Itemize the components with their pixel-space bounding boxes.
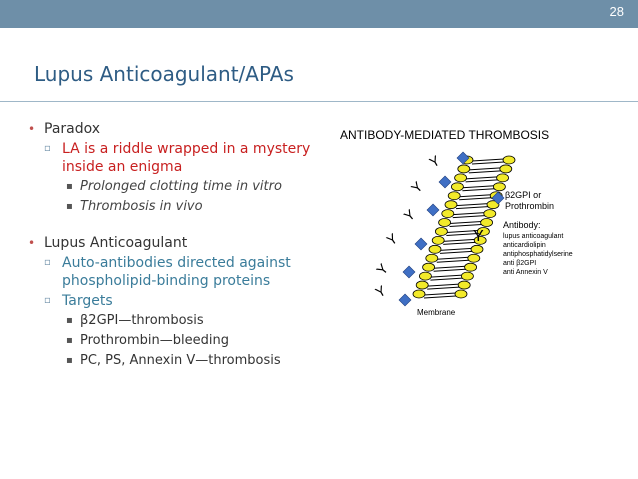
lipid-tail bbox=[440, 251, 472, 253]
lipid-head bbox=[484, 210, 496, 218]
square-bullet-icon: ▫ bbox=[44, 143, 51, 154]
lipid-tail bbox=[453, 213, 485, 215]
lipid-head bbox=[435, 227, 447, 235]
lipid-tail bbox=[462, 186, 494, 188]
antibody-legend-list: lupus anticoagulant anticardiolipin antiphosphatidylserine anti β2GPI anti Annexin V bbox=[503, 233, 573, 276]
lipid-tail bbox=[450, 225, 482, 227]
lipid-tail bbox=[424, 293, 456, 295]
bullet-b2gpi: ▪ β2GPI—thrombosis bbox=[66, 313, 204, 328]
bullet-pc-ps-annexin: ▪ PC, PS, Annexin V—thrombosis bbox=[66, 353, 281, 368]
slide-number: 28 bbox=[609, 4, 624, 19]
lipid-tail bbox=[466, 180, 498, 182]
lipid-head bbox=[432, 236, 444, 244]
lipid-head bbox=[426, 254, 438, 262]
protein-diamond bbox=[427, 204, 439, 216]
small-bullet-icon: ▪ bbox=[66, 335, 73, 346]
antibody-y-icon: Y bbox=[426, 152, 443, 171]
bullet-thrombosis-in-vivo: ▪ Thrombosis in vivo bbox=[66, 199, 203, 214]
protein-diamond bbox=[415, 238, 427, 250]
lipid-tail bbox=[459, 195, 491, 197]
lipid-head bbox=[413, 290, 425, 298]
lipid-head bbox=[439, 219, 451, 227]
antibody-y-icon: Y bbox=[373, 260, 392, 278]
lipid-head bbox=[455, 174, 467, 182]
lipid-tail bbox=[450, 222, 482, 224]
bullet-prolonged-clotting: ▪ Prolonged clotting time in vitro bbox=[66, 179, 282, 194]
membrane-illustration bbox=[335, 122, 635, 332]
protein-diamond bbox=[439, 176, 451, 188]
small-bullet-icon: ▪ bbox=[66, 315, 73, 326]
lipid-tail bbox=[437, 260, 469, 262]
lipid-tail bbox=[443, 242, 475, 244]
membrane-label: Membrane bbox=[417, 308, 456, 317]
antibody-y-icon: Y bbox=[400, 206, 419, 225]
target-label: β2GPI or Prothrombin bbox=[505, 190, 555, 211]
antibody-y-icon: Y bbox=[473, 228, 484, 245]
lipid-tail bbox=[469, 168, 501, 170]
bullet-list bbox=[28, 120, 328, 370]
lipid-tail bbox=[430, 278, 462, 280]
lipid-head bbox=[423, 263, 435, 271]
lipid-tail bbox=[462, 189, 494, 191]
square-bullet-icon: ▫ bbox=[44, 257, 51, 268]
antibody-markers bbox=[373, 152, 444, 301]
lipid-tail bbox=[456, 204, 488, 206]
lipid-tail bbox=[437, 257, 469, 259]
square-bullet-icon: ▫ bbox=[44, 295, 51, 306]
lipid-tail bbox=[427, 284, 459, 286]
bullet-icon: • bbox=[28, 122, 36, 136]
antibody-y-icon: Y bbox=[383, 229, 401, 249]
protein-diamond bbox=[403, 266, 415, 278]
lipid-head bbox=[500, 165, 512, 173]
lipid-head bbox=[497, 174, 509, 182]
lipid-tail bbox=[459, 198, 491, 200]
lipid-tail bbox=[427, 287, 459, 289]
bullet-prothrombin: ▪ Prothrombin—bleeding bbox=[66, 333, 229, 348]
lipid-head bbox=[471, 245, 483, 253]
lipid-tail bbox=[472, 159, 504, 161]
small-bullet-icon: ▪ bbox=[66, 355, 73, 366]
lipid-head bbox=[455, 290, 467, 298]
bullet-lupus-anticoagulant: • Lupus Anticoagulant bbox=[28, 235, 188, 251]
lipid-tail bbox=[443, 239, 475, 241]
small-bullet-icon: ▪ bbox=[66, 201, 73, 212]
lipid-head bbox=[481, 219, 493, 227]
protein-diamond bbox=[399, 294, 411, 306]
lipid-tail bbox=[434, 266, 466, 268]
bullet-la-riddle: ▫ LA is a riddle wrapped in a mystery inside an enigma bbox=[44, 141, 311, 175]
lipid-head bbox=[451, 183, 463, 191]
bullet-targets: ▫ Targets bbox=[44, 293, 113, 309]
bullet-auto-antibodies: ▫ Auto-antibodies directed against phospholipid-binding proteins bbox=[44, 255, 291, 289]
lipid-head bbox=[416, 281, 428, 289]
lipid-head bbox=[458, 281, 470, 289]
lipid-head bbox=[442, 210, 454, 218]
lipid-tail bbox=[456, 207, 488, 209]
lipid-tail bbox=[430, 275, 462, 277]
lipid-head bbox=[445, 201, 457, 209]
diagram-title: ANTIBODY-MEDIATED THROMBOSIS bbox=[340, 128, 550, 142]
top-bar bbox=[0, 0, 638, 28]
lipid-head bbox=[429, 245, 441, 253]
bullet-icon: • bbox=[28, 236, 36, 250]
lipid-head bbox=[461, 272, 473, 280]
lipid-head bbox=[419, 272, 431, 280]
lipid-head bbox=[493, 183, 505, 191]
lipid-tail bbox=[472, 162, 504, 164]
antibody-y-icon: Y bbox=[407, 178, 426, 197]
bullet-paradox: • Paradox bbox=[28, 121, 101, 137]
slide-title: Lupus Anticoagulant/APAs bbox=[34, 62, 294, 86]
lipid-head bbox=[465, 263, 477, 271]
lipid-bilayer bbox=[413, 156, 515, 298]
title-divider bbox=[0, 101, 638, 102]
lipid-tail bbox=[466, 177, 498, 179]
lipid-head bbox=[448, 192, 460, 200]
lipid-head bbox=[468, 254, 480, 262]
lipid-tail bbox=[424, 296, 456, 298]
antibody-legend-title: Antibody: bbox=[503, 220, 541, 230]
lipid-head bbox=[458, 165, 470, 173]
antibody-y-icon: Y bbox=[372, 282, 389, 301]
lipid-head bbox=[503, 156, 515, 164]
lipid-tail bbox=[469, 171, 501, 173]
lipid-tail bbox=[440, 248, 472, 250]
small-bullet-icon: ▪ bbox=[66, 181, 73, 192]
thrombosis-diagram bbox=[335, 122, 635, 332]
lipid-tail bbox=[453, 216, 485, 218]
lipid-tail bbox=[434, 269, 466, 271]
